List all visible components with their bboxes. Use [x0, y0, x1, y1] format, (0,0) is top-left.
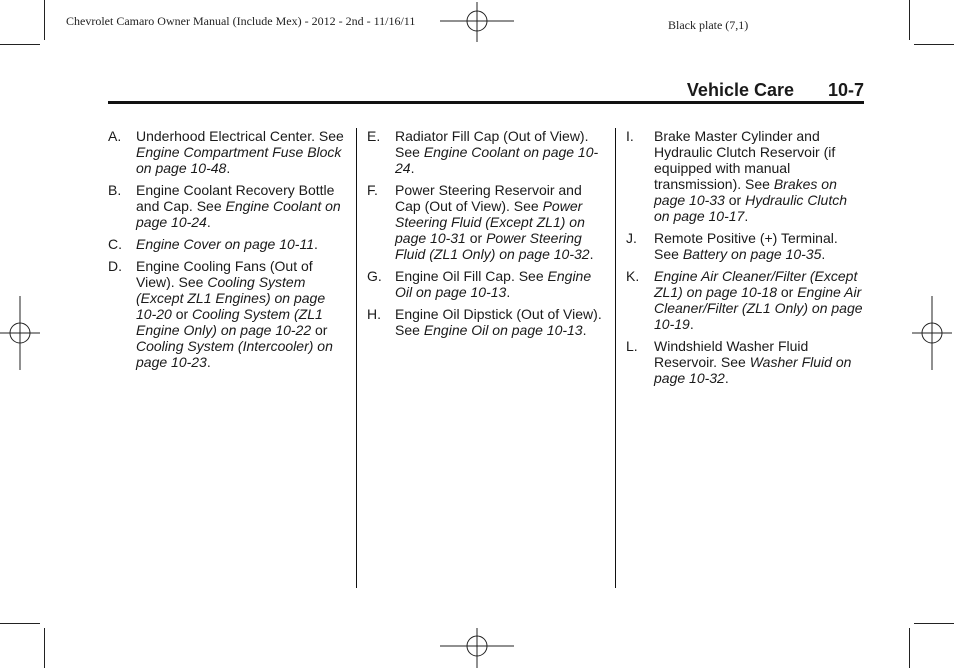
- legend-item-text: [136, 182, 348, 230]
- legend-item-text: [395, 128, 607, 176]
- legend-text-segment: .: [506, 284, 511, 300]
- legend-text-segment: Remote Positive (+) Terminal. See: [654, 230, 838, 262]
- cross-reference: Brakes on page 10-33: [654, 176, 837, 208]
- legend-text-segment: or: [776, 284, 798, 300]
- legend-text-segment: .: [724, 370, 729, 386]
- legend-text-segment: Underhood Electrical Center. See: [136, 128, 344, 144]
- legend-text-segment: Engine Oil Fill Cap. See: [395, 268, 548, 284]
- legend-text-segment: .: [206, 354, 211, 370]
- legend-item: [108, 236, 348, 252]
- legend-item: [626, 268, 866, 332]
- cross-reference: Engine Oil on page 10-13: [395, 268, 592, 300]
- legend-item-text: [654, 230, 866, 262]
- legend-item-text: [654, 338, 866, 386]
- registration-mark-icon: [440, 628, 514, 668]
- legend-item-text: [136, 236, 348, 252]
- legend-item-letter: E.: [367, 128, 381, 144]
- legend-item-letter: J.: [626, 230, 637, 246]
- legend-item-text: [136, 128, 348, 176]
- legend-text-segment: .: [226, 160, 231, 176]
- section-header: [108, 80, 864, 101]
- legend-text-segment: Brake Master Cylinder and Hydraulic Clutch Reservoir (if equipped with manual transmission). See: [654, 128, 836, 192]
- legend-item-text: [395, 306, 607, 338]
- legend-text-segment: .: [582, 322, 587, 338]
- legend-item: [367, 306, 607, 338]
- legend-item-letter: D.: [108, 258, 122, 274]
- legend-item: [367, 182, 607, 262]
- cross-reference: Engine Oil on page 10-13: [423, 322, 583, 338]
- legend-item-letter: F.: [367, 182, 378, 198]
- legend-column-3: [626, 128, 866, 392]
- cross-reference: Cooling System (ZL1 Engine Only) on page 10-22: [136, 306, 323, 338]
- legend-text-segment: Engine Coolant Recovery Bottle and Cap. See: [136, 182, 335, 214]
- cross-reference: Engine Air Cleaner/Filter (ZL1 Only) on page 10-19: [654, 284, 863, 332]
- legend-item-letter: G.: [367, 268, 382, 284]
- legend-text-segment: Windshield Washer Fluid Reservoir. See: [654, 338, 809, 370]
- registration-mark-icon: [440, 2, 514, 42]
- cross-reference: Washer Fluid on page 10-32: [654, 354, 852, 386]
- legend-item: [626, 128, 866, 224]
- cross-reference: Engine Coolant on page 10-24: [136, 198, 341, 230]
- registration-mark-icon: [912, 296, 952, 370]
- legend-item-text: [654, 268, 866, 332]
- legend-item-text: [395, 268, 607, 300]
- crop-mark: [914, 44, 954, 45]
- legend-text-segment: or: [171, 306, 193, 322]
- legend-text-segment: or: [724, 192, 746, 208]
- legend-item-letter: A.: [108, 128, 122, 144]
- legend-text-segment: Power Steering Reservoir and Cap (Out of View). See: [395, 182, 582, 214]
- legend-item: [367, 268, 607, 300]
- legend-column-2: [367, 128, 607, 344]
- crop-mark: [914, 623, 954, 624]
- legend-text-segment: .: [689, 316, 694, 332]
- legend-text-segment: Engine Oil Dipstick (Out of View). See: [395, 306, 602, 338]
- registration-mark-icon: [0, 296, 40, 370]
- legend-item: [626, 338, 866, 386]
- legend-text-segment: .: [206, 214, 211, 230]
- legend-item-text: [654, 128, 866, 224]
- legend-item-text: [136, 258, 348, 370]
- crop-mark: [909, 0, 910, 40]
- cross-reference: Engine Cover on page 10-11: [136, 236, 314, 252]
- crop-mark: [44, 628, 45, 668]
- legend-item-letter: L.: [626, 338, 638, 354]
- legend-text-segment: .: [821, 246, 826, 262]
- legend-text-segment: .: [589, 246, 594, 262]
- legend-text-segment: .: [744, 208, 749, 224]
- cross-reference: Hydraulic Clutch on page 10-17: [654, 192, 848, 224]
- legend-text-segment: Radiator Fill Cap (Out of View). See: [395, 128, 589, 160]
- legend-item-letter: K.: [626, 268, 640, 284]
- column-divider: [356, 128, 357, 588]
- header-rule: [108, 101, 864, 104]
- cross-reference: Power Steering Fluid (ZL1 Only) on page 10-32: [395, 230, 590, 262]
- legend-text-segment: Engine Cooling Fans (Out of View). See: [136, 258, 313, 290]
- legend-item-letter: H.: [367, 306, 381, 322]
- legend-item-letter: B.: [108, 182, 122, 198]
- cross-reference: Power Steering Fluid (Except ZL1) on page 10-31: [395, 198, 585, 246]
- crop-mark: [0, 44, 40, 45]
- cross-reference: Cooling System (Intercooler) on page 10-23: [136, 338, 333, 370]
- plate-label: Black plate (7,1): [668, 18, 749, 32]
- cross-reference: Engine Compartment Fuse Block on page 10-48: [136, 144, 342, 176]
- cross-reference: Cooling System (Except ZL1 Engines) on page 10-20: [136, 274, 326, 322]
- crop-mark: [44, 0, 45, 40]
- print-job-label: Chevrolet Camaro Owner Manual (Include Mex) - 2012 - 2nd - 11/16/11: [66, 14, 416, 28]
- legend-item-text: [395, 182, 607, 262]
- legend-item: [108, 182, 348, 230]
- legend-item-letter: I.: [626, 128, 634, 144]
- legend-text-segment: or: [465, 230, 487, 246]
- legend-text-segment: .: [410, 160, 415, 176]
- section-title: Vehicle Care: [686, 80, 794, 100]
- legend-text-segment: .: [313, 236, 318, 252]
- legend-item: [108, 258, 348, 370]
- column-divider: [615, 128, 616, 588]
- legend-item: [367, 128, 607, 176]
- cross-reference: Battery on page 10-35: [682, 246, 822, 262]
- legend-item: [108, 128, 348, 176]
- legend-column-1: [108, 128, 348, 376]
- page-number: 10-7: [827, 80, 864, 100]
- crop-mark: [0, 623, 40, 624]
- legend-text-segment: or: [311, 322, 328, 338]
- cross-reference: Engine Air Cleaner/Filter (Except ZL1) on page 10-18: [654, 268, 858, 300]
- legend-item: [626, 230, 866, 262]
- cross-reference: Engine Coolant on page 10-24: [395, 144, 599, 176]
- legend-item-letter: C.: [108, 236, 122, 252]
- crop-mark: [909, 628, 910, 668]
